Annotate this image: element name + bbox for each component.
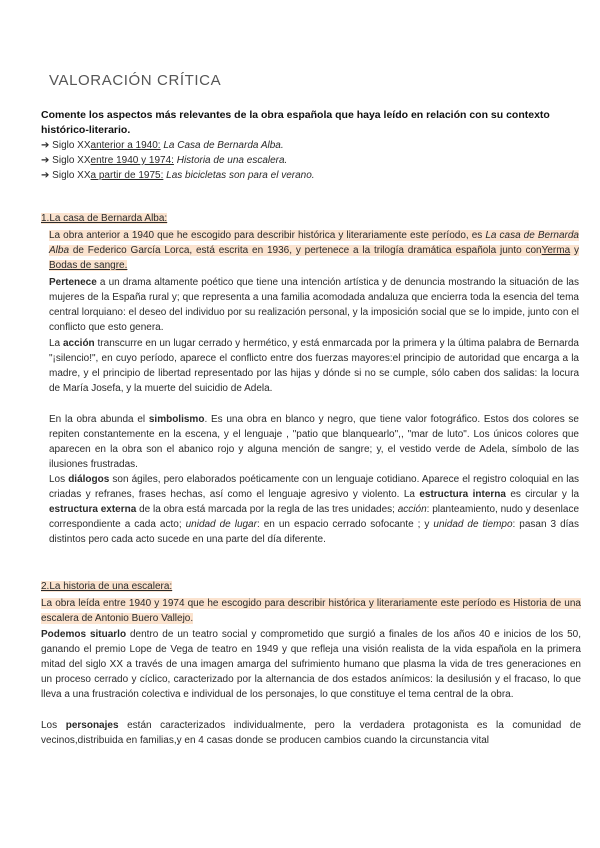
period-item: ➔ Siglo XXentre 1940 y 1974: Historia de una escalera. — [41, 155, 288, 166]
section-1-paragraph-symbolism: En la obra abunda el simbolismo. Es una obra en blanco y negro, que tiene valor fotográfico. Estos dos colores se repiten constantemente en la escena, y el lenguaje , "patio que blanquearlo",, "mar de luto". Los únicos colores que aparecen en la obra son el abanico rojo y alguna mención de sangre; y, el vestido verde de Adela, símbolo de las ilusiones frustradas. — [49, 414, 579, 470]
section-1-intro: La obra anterior a 1940 que he escogido para describir histórica y literariamente este período, es La casa de Bernarda Alba de Federico García Lorca, está escrita en 1936, y pertenece a la trilogía dramática española junto conYerma y Bodas de sangre. — [49, 230, 579, 271]
arrow-icon: ➔ — [41, 155, 50, 166]
exam-prompt: Comente los aspectos más relevantes de la obra española que haya leído en relación con su contexto histórico-literario. — [41, 109, 550, 136]
section-heading-1: 1.La casa de Bernarda Alba: — [41, 213, 168, 224]
period-range: a partir de 1975: — [90, 170, 164, 181]
work-title: Historia de una escalera. — [176, 155, 288, 166]
section-1-paragraph-dialogues: Los diálogos son ágiles, pero elaborados poéticamente con un lenguaje cotidiano. Aparece el registro coloquial en las criadas y refranes, frases hechas, así como el lenguaje agresivo y violento. La estructura interna es circular y la estructura externa de la obra está marcada por la regla de las tres unidades; acción: planteamiento, nudo y desenlace correspondiente a cada acto; unidad de lugar: en un espacio cerrado sofocante ; y unidad de tiempo: pasan 3 días distintos pero cada acto sucede en una parte del día diferente. — [49, 474, 580, 545]
work-title: Las bicicletas son para el verano. — [166, 170, 315, 181]
period-range: anterior a 1940: — [90, 140, 161, 151]
arrow-icon: ➔ — [41, 170, 50, 181]
page-title: VALORACIÓN CRÍTICA — [49, 72, 222, 89]
period-item: ➔ Siglo XXanterior a 1940: La Casa de Bernarda Alba. — [41, 140, 284, 151]
section-1-paragraph-action: La acción transcurre en un lugar cerrado y hermético, y está enmarcada por la primera y la última palabra de Bernarda "¡silencio!", en cuyo período, aparece el conflicto entre dos fuerzas mayores:el principio de autoridad que encarga a la madre, y el principio de libertad representado por las hijas y dónde si no se cumple, sólo caben dos salidas: la locura de María Josefa, y la muerte del suicidio de Adela. — [49, 338, 579, 394]
work-title: La Casa de Bernarda Alba. — [163, 140, 284, 151]
section-2-paragraph-characters: Los personajes están caracterizados individualmente, pero la verdadera protagonista es la comunidad de vecinos,distribuida en familias,y en 4 casas donde se producen cambios cuando la circunstancia vital — [41, 720, 581, 746]
arrow-icon: ➔ — [41, 140, 50, 151]
period-item: ➔ Siglo XXa partir de 1975: Las bicicletas son para el verano. — [41, 170, 315, 181]
section-2-intro: La obra leída entre 1940 y 1974 que he escogido para describir histórica y literariamente este período es Historia de una escalera de Antonio Buero Vallejo. — [41, 598, 581, 624]
section-1-paragraph-genre: Pertenece a un drama altamente poético que tiene una intención artística y de denuncia mostrando la situación de las mujeres de la España rural y; que representa a una familia acomodada andaluza que encierra toda la esencia del tema central lorquiano: el deseo del individuo por su realización personal, y la imposición social que se lo impide, junto con el conflicto que esto genera. — [49, 277, 579, 333]
period-list — [41, 138, 315, 183]
period-range: entre 1940 y 1974: — [90, 155, 174, 166]
section-2-paragraph-context: Podemos situarlo dentro de un teatro social y comprometido que surgió a finales de los años 40 e inicios de los 50, ganando el premio Lope de Vega de teatro en 1949 y que refleja una visión realista de la vida española en la primera mitad del siglo XX a través de una imagen amarga del sufrimiento humano que plasma la vida de tres generaciones en un proceso cerrado y cíclico, caracterizado por la alternancia de dos estados anímicos: la desilusión y el fracaso, lo que lleva a una frustración colectiva e individual de los personajes, lo que constituye el tema central de la obra. — [41, 629, 581, 700]
section-heading-2: 2.La historia de una escalera: — [41, 581, 173, 592]
